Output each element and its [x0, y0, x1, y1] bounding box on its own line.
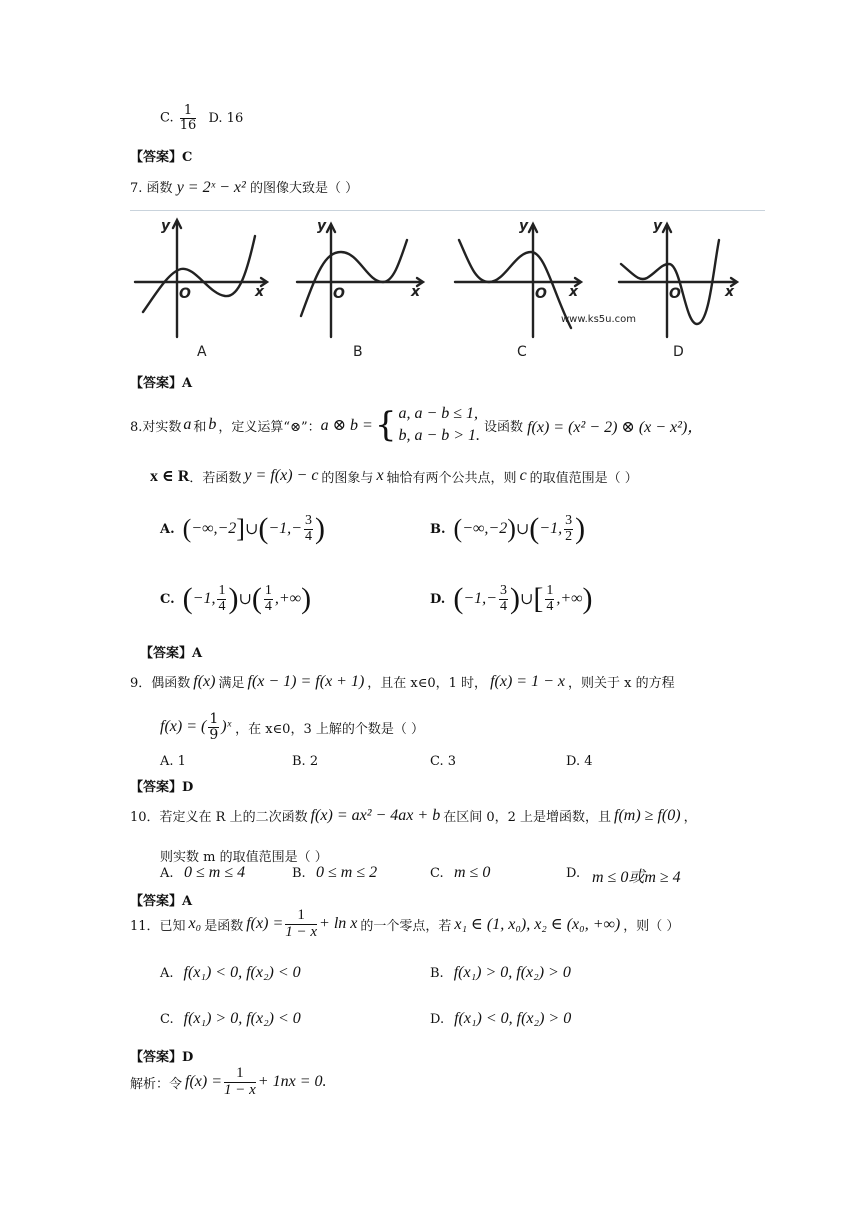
q8-option-b — [430, 512, 585, 546]
q8-case-2: b, a − b > 1. — [398, 427, 481, 444]
q9-line2 — [160, 712, 424, 742]
q8-text-g: 轴恰有两个公共点，则 — [386, 470, 517, 486]
q8-text-c: ，定义运算“⊗”： — [218, 419, 321, 435]
q7-text-prefix: 函数 — [146, 181, 173, 196]
q11-option-d-expr: f(x₁) < 0, f(x₂) > 0 — [454, 1010, 572, 1027]
q8-option-b-label: B. — [430, 521, 446, 537]
q9-text-g: ，则关于 x 的方程 — [567, 676, 675, 691]
divider — [130, 210, 765, 211]
q11-option-a-label: A. — [160, 965, 174, 981]
q10-option-a-label: A. — [160, 866, 174, 881]
q8-line2 — [150, 466, 638, 486]
q11-x0: x₀ — [188, 915, 202, 933]
q11-option-c — [160, 1010, 301, 1028]
q10-option-d-label: D. — [566, 866, 581, 881]
q8-domain: x ∈ R — [150, 468, 190, 485]
q11-analysis — [130, 1066, 327, 1099]
q7-formula: y = 2ˣ − x² — [176, 179, 246, 196]
q10-text-c: 在区间 0，2 上是增函数，且 — [443, 810, 612, 825]
q6-option-c — [160, 104, 243, 132]
q9-text-a: 9．偶函数 — [130, 676, 191, 691]
q11-option-a-expr: f(x₁) < 0, f(x₂) < 0 — [183, 964, 301, 981]
q8-option-c-expr: ( −1, $\frac{1}{4}$ ) ∪ ( $\frac{1}{4}$ ,+∞ ) — [182, 582, 312, 615]
q8-option-c — [160, 582, 311, 616]
q9-line1 — [130, 672, 675, 691]
q9-definition: f(x) = 1 − x — [490, 672, 565, 690]
q7-stem — [130, 177, 358, 197]
q11-analysis-num: 1 — [224, 1066, 256, 1083]
q11-option-c-expr: f(x₁) > 0, f(x₂) < 0 — [183, 1010, 301, 1027]
q10-option-d-expr: m ≤ 0或m ≥ 4 — [592, 869, 681, 886]
graph-a-y-label: y — [161, 218, 171, 234]
q7-answer: 【答案】A — [130, 376, 193, 391]
q8-option-a-label: A. — [160, 521, 175, 537]
q10-function: f(x) = ax² − 4ax + b — [310, 806, 441, 824]
q6-option-d: D. 16 — [208, 110, 244, 126]
q11-analysis-tail: + 1nx = 0. — [257, 1073, 327, 1091]
graph-b-y-label: y — [317, 218, 327, 234]
q11-analysis-text: 解析：令 — [130, 1076, 183, 1092]
q8-case-1: a, a − b ≤ 1, — [398, 405, 479, 422]
q9-fraction — [208, 712, 219, 742]
q10-line1 — [130, 806, 697, 825]
q8-var-a: a — [183, 416, 192, 433]
graph-d-origin: O — [669, 286, 681, 302]
q9-equation-lhs: f(x) = ( — [160, 718, 207, 736]
q9-text-e: ，且在 x∈0，1 时， — [367, 676, 488, 691]
q11-text-f: 的一个零点，若 — [360, 918, 452, 934]
q8-text-b: 和 — [193, 419, 207, 435]
q8-cases — [398, 403, 480, 447]
q6-option-c-fraction — [180, 104, 197, 132]
q10-answer: 【答案】A — [130, 894, 193, 909]
q8-option-b-expr: ( −∞,−2 ) ∪ ( −1, $\frac{3}{2}$ ) — [453, 512, 586, 545]
graph-c-label: C — [517, 344, 527, 360]
q9-symmetry: f(x − 1) = f(x + 1) — [247, 672, 365, 690]
q9-text-c: 满足 — [218, 676, 245, 691]
q8-line1 — [130, 402, 703, 448]
q11-analysis-fraction — [224, 1066, 256, 1099]
graph-c-x-label: x — [569, 284, 579, 300]
q8-option-d — [430, 582, 593, 616]
q11-option-b-expr: f(x₁) > 0, f(x₂) > 0 — [453, 964, 571, 981]
q11-fraction-den: 1 − x — [285, 923, 318, 940]
graph-d — [619, 224, 737, 337]
graph-b-x-label: x — [411, 284, 421, 300]
q8-text-h: 的取值范围是（ ） — [529, 470, 638, 486]
q6-option-c-label: C. — [160, 110, 174, 126]
q11-option-d-label: D. — [430, 1011, 445, 1027]
graph-d-x-label: x — [725, 284, 735, 300]
graph-c-y-label: y — [519, 218, 529, 234]
q8-var-c: c — [519, 467, 527, 484]
q9-option-d: D. 4 — [566, 754, 593, 769]
q9-option-b: B. 2 — [292, 754, 319, 769]
q8-text-e: ．若函数 — [189, 470, 242, 486]
q6-option-c-numerator: 1 — [180, 104, 197, 119]
q11-answer: 【答案】D — [130, 1050, 194, 1065]
q10-option-b-label: B. — [292, 866, 306, 881]
q10-option-b-expr: 0 ≤ m ≤ 2 — [316, 864, 378, 881]
q9-fx: f(x) — [193, 672, 216, 690]
q10-condition: f(m) ≥ f(0) — [614, 806, 681, 824]
q7-text-suffix: 的图像大致是（ ） — [249, 181, 359, 196]
q8-option-d-label: D. — [430, 591, 446, 607]
q11-fx: f(x) = — [246, 915, 284, 933]
q8-option-a-expr: ( −∞,−2 ] ∪ ( −1,− $\frac{3}{4}$ ) — [182, 512, 325, 545]
graph-d-y-label: y — [653, 218, 663, 234]
q11-line1 — [130, 908, 679, 941]
q11-intervals: x₁ ∈ (1, x₀), x₂ ∈ (x₀, +∞) — [454, 916, 621, 934]
q11-text-h: ，则（ ） — [623, 918, 680, 934]
graph-d-label: D — [673, 344, 684, 360]
q7-watermark: www.ks5u.com — [561, 314, 637, 325]
q11-option-a — [160, 964, 301, 982]
q10-option-a-expr: 0 ≤ m ≤ 4 — [184, 864, 246, 881]
q8-text-d: 设函数 — [484, 419, 524, 435]
q8-var-x: x — [376, 467, 384, 484]
graph-a — [135, 220, 267, 337]
graph-c-origin: O — [535, 286, 547, 302]
graph-a-label: A — [197, 344, 207, 360]
q11-fraction — [285, 908, 317, 941]
q9-fraction-num: 1 — [209, 711, 219, 727]
graph-b-origin: O — [333, 286, 345, 302]
q10-option-c-expr: m ≤ 0 — [454, 864, 491, 881]
graph-a-origin: O — [179, 286, 191, 302]
q8-text-a: 8.对实数 — [130, 419, 182, 435]
graph-b-label: B — [353, 344, 363, 360]
q10-text-e: ， — [683, 810, 697, 825]
q11-option-c-label: C. — [160, 1011, 174, 1027]
q11-text-a: 11．已知 — [130, 918, 186, 934]
q11-option-d — [430, 1010, 571, 1028]
q10-text-a: 10．若定义在 R 上的二次函数 — [130, 810, 308, 825]
q9-option-c: C. 3 — [430, 754, 457, 769]
q8-answer: 【答案】A — [140, 646, 203, 661]
q11-option-b — [430, 964, 571, 982]
q9-text-h: ，在 x∈0，3 上解的个数是（ ） — [235, 721, 424, 737]
graph-a-x-label: x — [255, 284, 265, 300]
q8-brace: { — [374, 405, 397, 445]
q9-option-a: A. 1 — [160, 754, 186, 769]
q11-fraction-num: 1 — [285, 908, 317, 925]
q7-graphs-figure — [125, 212, 750, 367]
q9-equation-rhs: )ˣ — [221, 718, 232, 736]
q8-option-c-label: C. — [160, 591, 175, 607]
graph-b — [297, 224, 423, 337]
q7-number: 7. — [130, 181, 143, 196]
q11-analysis-fx: f(x) = — [185, 1073, 223, 1091]
q11-analysis-den: 1 − x — [224, 1081, 256, 1098]
q8-text-f: 的图象与 — [321, 470, 374, 486]
q11-ln-term: + ln x — [319, 915, 358, 933]
q6-answer: 【答案】C — [130, 150, 193, 165]
q8-function-def: f(x) = (x² − 2) ⊗ (x − x²)， — [527, 418, 704, 436]
q10-line2: 则实数 m 的取值范围是（ ） — [160, 850, 328, 865]
q10-option-c-label: C. — [430, 866, 444, 881]
q8-option-a — [160, 512, 325, 546]
q9-fraction-den: 9 — [209, 726, 219, 743]
q11-text-c: 是函数 — [204, 918, 244, 934]
q8-function-y: y = f(x) − c — [244, 467, 319, 484]
q8-option-d-expr: ( −1,− $\frac{3}{4}$ ) ∪ [ $\frac{1}{4}$ ,+∞ ) — [453, 582, 593, 615]
q9-answer: 【答案】D — [130, 780, 194, 795]
q6-option-c-denominator: 16 — [179, 117, 197, 133]
q8-operator-expr: a ⊗ b = — [320, 417, 373, 434]
q8-var-b: b — [208, 416, 217, 433]
q11-option-b-label: B. — [430, 965, 444, 981]
